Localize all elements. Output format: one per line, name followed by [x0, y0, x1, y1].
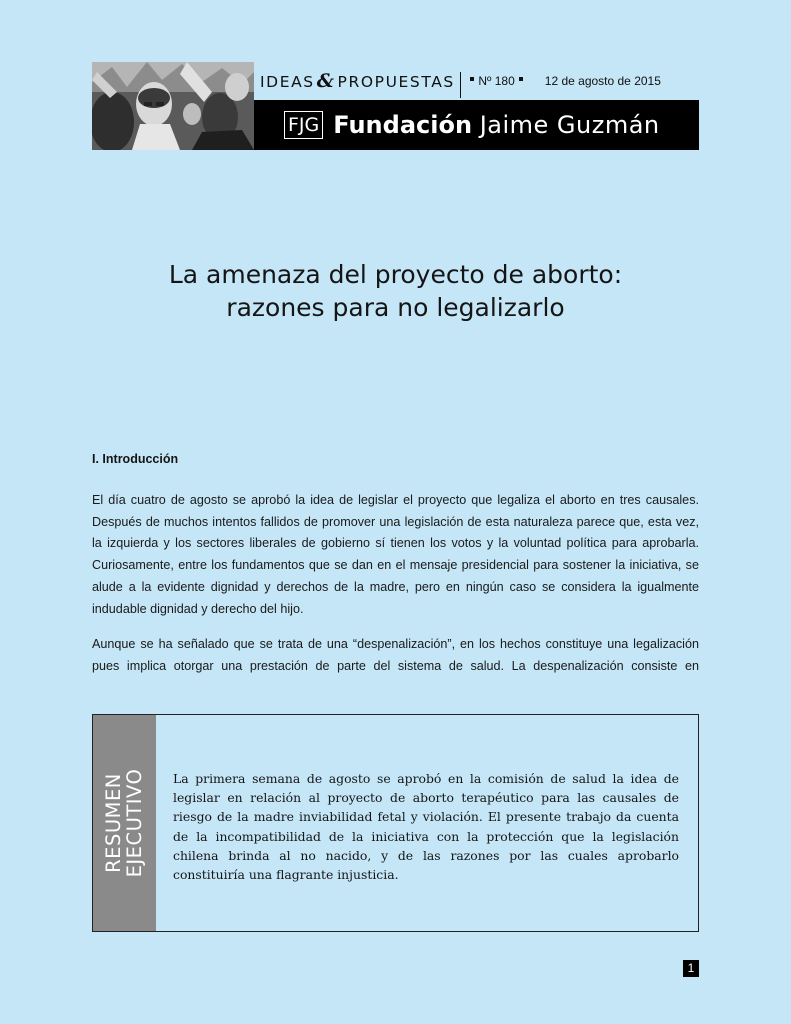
series-name: IDEAS & PROPUESTAS	[260, 70, 455, 92]
title-line-2: razones para no legalizarlo	[226, 293, 565, 322]
summary-sidebar	[93, 715, 156, 931]
paragraph-1: El día cuatro de agosto se aprobó la idea de legislar el proyecto que legaliza el aborto en tres causales. Después de muchos intentos fallidos de promover una legislación de esta naturaleza parece que, esta vez, la izquierda y los sectores liberales de gobierno sí tienen los votos y la voluntad política para aprobarla. Curiosamente, entre los fundamentos que se dan en el mensaje presidencial para sostener la iniciativa, se alude a la evidente dignidad y derechos de la madre, pero en ningún caso se considera la igualmente indudable dignidad y derecho del hijo.	[92, 493, 699, 616]
summary-label: RESUMEN EJECUTIVO	[102, 768, 146, 878]
crowd-photo-image	[92, 62, 254, 150]
section-heading: I. Introducción	[92, 452, 179, 466]
title-line-1: La amenaza del proyecto de aborto:	[168, 260, 623, 289]
divider	[460, 72, 462, 98]
foundation-bar	[254, 100, 699, 150]
publication-header	[92, 62, 699, 150]
page-number: 1	[683, 960, 699, 977]
foundation-name: Fundación Jaime Guzmán	[333, 111, 660, 139]
publication-date: 12 de agosto de 2015	[544, 74, 661, 88]
bullet-square-icon	[470, 77, 474, 81]
document-title	[92, 258, 699, 324]
header-photo	[92, 62, 254, 150]
bullet-square-icon	[519, 77, 523, 81]
executive-summary-box	[92, 714, 699, 932]
issue-number: Nº 180	[478, 74, 515, 88]
fjg-logo: FJG	[284, 111, 323, 139]
paragraph-2: Aunque se ha señalado que se trata de una “despenalización”, en los hechos constituye una legalización pues implica otorgar una prestación de parte del sistema de salud. La despenalización consiste en	[92, 637, 699, 673]
series-line	[254, 62, 699, 100]
summary-text: La primera semana de agosto se aprobó en la comisión de salud la idea de legislar en relación al proyecto de aborto terapéutico para las causales de riesgo de la madre inviabilidad fetal y violación. El presente trabajo da cuenta de la incompatibilidad de la iniciativa con la protección que la legislación chilena brinda al no nacido, y de las razones por las cuales aprobarlo constituiría una flagrante injusticia.	[173, 771, 679, 883]
